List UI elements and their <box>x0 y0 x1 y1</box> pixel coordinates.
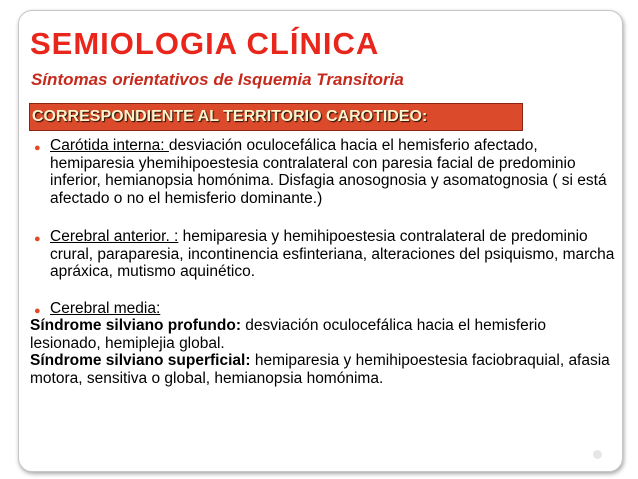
section-banner <box>29 103 523 131</box>
bullet-icon: ● <box>34 142 41 154</box>
sindrome-profundo-label: Síndrome silviano profundo: <box>30 317 241 334</box>
cerebral-anterior-text: hemiparesia y hemihipoestesia contralateral de predominio crural, paraparesia, incontinencia esfinteriana, alteraciones del psiquismo, marcha apráxica, mutismo aquinético. <box>50 228 615 280</box>
slide-subtitle: Síntomas orientativos de Isquemia Transitoria <box>31 70 404 89</box>
list-item-cerebral-anterior <box>30 228 615 281</box>
section-banner-text: CORRESPONDIENTE AL TERRITORIO CAROTIDEO: <box>32 108 428 125</box>
cerebral-anterior-label: Cerebral anterior. : <box>50 228 179 245</box>
sindrome-silviano-superficial <box>30 352 615 387</box>
sindrome-profundo-text: desviación oculocefálica hacia el hemisferio lesionado, hemiplejia global. <box>30 317 546 352</box>
slide-title: SEMIOLOGIA CLÍNICA <box>30 26 380 61</box>
frame-dot-decoration <box>593 450 602 459</box>
list-item-cerebral-media <box>30 300 615 318</box>
sindrome-silviano-profundo <box>30 317 615 352</box>
slide-body <box>30 137 615 387</box>
bullet-icon: ● <box>34 233 41 245</box>
list-item-carotida-interna <box>30 137 615 207</box>
sindrome-superficial-text: hemiparesia y hemihipoestesia faciobraquial, afasia motora, sensitiva o global, hemianopsia homónima. <box>30 352 610 387</box>
cerebral-media-label: Cerebral media: <box>50 299 161 317</box>
bullet-icon: ● <box>34 304 41 317</box>
sindrome-superficial-label: Síndrome silviano superficial: <box>30 352 251 369</box>
carotida-interna-text: desviación oculocefálica hacia el hemisferio afectado, hemiparesia yhemihipoestesia contralateral con paresia facial de predominio inferior, hemianopsia homónima. Disfagia anosognosia y asomatognosia ( si está afectado o no el hemisferio dominante.) <box>50 137 607 207</box>
carotida-interna-label: Carótida interna: <box>50 137 169 154</box>
